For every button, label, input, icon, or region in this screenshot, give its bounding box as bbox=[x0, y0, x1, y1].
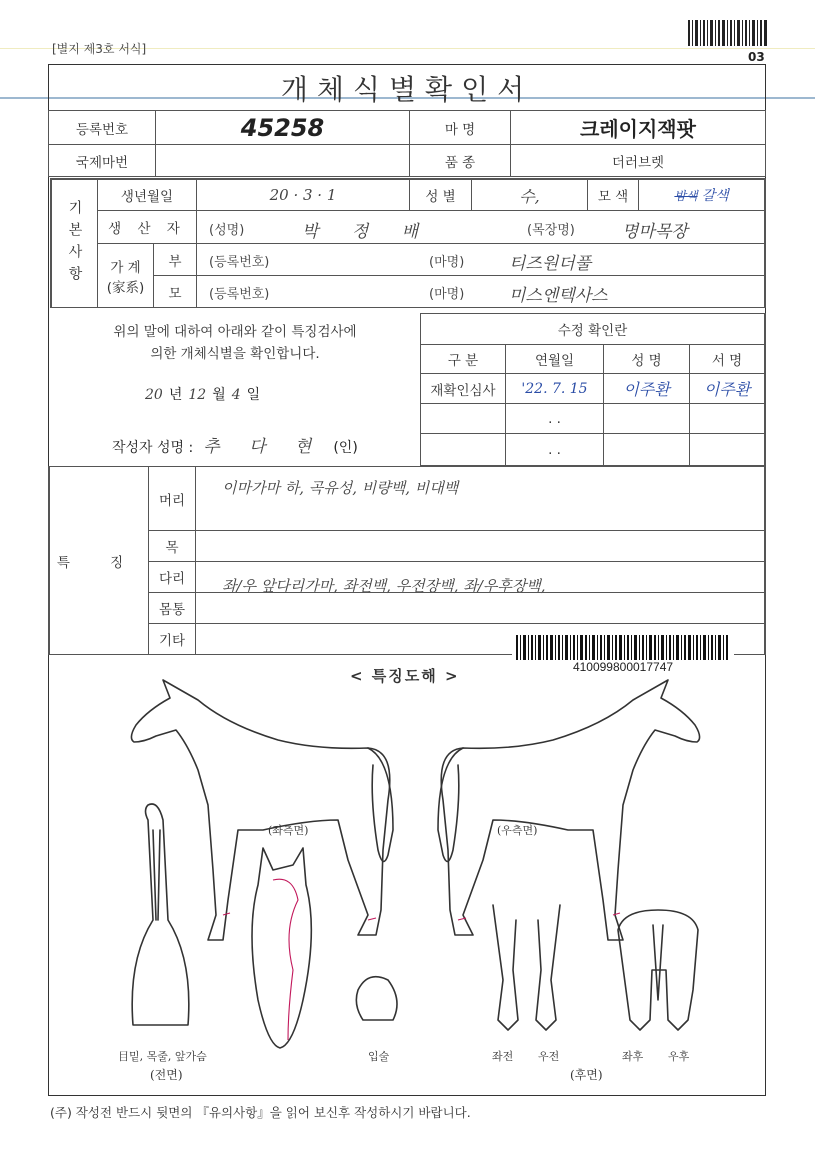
id-barcode-icon bbox=[512, 633, 734, 663]
lips-label: 입술 bbox=[368, 1050, 390, 1063]
date-month: 12 bbox=[188, 387, 207, 403]
feature-label-neck: 목 bbox=[148, 530, 196, 562]
right-side-label: (우측면) bbox=[497, 824, 538, 837]
intl-no-value bbox=[155, 144, 410, 177]
revision-row-name: 이주환 bbox=[603, 373, 690, 404]
feature-label-body: 몸통 bbox=[148, 592, 196, 624]
dam-name-hint: (마명) bbox=[429, 287, 465, 302]
basic-info-label: 기본사항 bbox=[66, 199, 83, 288]
revision-row-type: 재확인심사 bbox=[420, 373, 506, 404]
revision-row-date: . . bbox=[505, 403, 604, 434]
feature-label-other: 기타 bbox=[148, 623, 196, 655]
confirmation-date bbox=[145, 384, 260, 404]
form-tag: [별지 제3호 서식] bbox=[52, 42, 147, 56]
sex-value: 수, bbox=[471, 178, 588, 211]
revision-header-name: 성 명 bbox=[603, 344, 690, 374]
revision-row-signature bbox=[689, 403, 766, 434]
date-day-label: 일 bbox=[246, 387, 261, 403]
right-fore-label: 우전 bbox=[538, 1050, 560, 1063]
birth-date-label: 생년월일 bbox=[97, 178, 197, 211]
registration-no-label: 등록번호 bbox=[48, 110, 156, 145]
revision-row-name bbox=[603, 433, 690, 466]
statement-line1: 위의 말에 대하여 아래와 같이 특징검사에 bbox=[113, 324, 357, 340]
revision-row-type bbox=[420, 403, 506, 434]
basic-info-section bbox=[50, 178, 98, 308]
sex-label: 성 별 bbox=[409, 178, 472, 211]
date-year: 20 bbox=[145, 387, 163, 403]
horse-diagram-icon bbox=[48, 670, 766, 1070]
sire-name-hint: (마명) bbox=[429, 255, 465, 270]
pedigree-label-cell bbox=[97, 243, 154, 308]
revision-header-type: 구 분 bbox=[420, 344, 506, 374]
coat-value-cell bbox=[638, 178, 766, 211]
front-neck-label: 目밑, 목줄, 앞가슴 bbox=[118, 1050, 207, 1063]
rear-label: (후면) bbox=[570, 1068, 603, 1082]
confirmation-statement bbox=[50, 318, 420, 368]
page-title: 개체식별확인서 bbox=[280, 73, 534, 106]
sire-reg-hint: (등록번호) bbox=[209, 255, 270, 270]
date-year-label: 년 bbox=[168, 387, 183, 403]
breed-value: 더러브렛 bbox=[510, 144, 766, 177]
features-section bbox=[48, 466, 149, 655]
dam-name-value: 미스엔텍사스 bbox=[509, 286, 608, 306]
sire-name-value: 티즈원더풀 bbox=[509, 254, 592, 274]
revision-row-signature: 이주환 bbox=[689, 373, 766, 404]
front-label: (전면) bbox=[150, 1068, 183, 1082]
top-barcode-icon bbox=[688, 20, 768, 46]
sire-label: 부 bbox=[153, 243, 197, 276]
feature-label-legs: 다리 bbox=[148, 561, 196, 593]
date-month-label: 월 bbox=[212, 387, 226, 403]
dam-row bbox=[196, 275, 766, 308]
date-day: 4 bbox=[231, 387, 241, 403]
statement-line2: 의한 개체식별을 확인합니다. bbox=[150, 346, 320, 362]
feature-value-legs: 좌/우 앞다리가마, 좌전백, 우전장백, 좌/우후장백, bbox=[195, 561, 766, 593]
farm-hint: (목장명) bbox=[527, 223, 575, 238]
revision-row-signature bbox=[689, 433, 766, 466]
author-value: 추 다 현 bbox=[203, 437, 324, 457]
intl-no-label: 국제마번 bbox=[48, 144, 156, 177]
left-fore-label: 좌전 bbox=[492, 1050, 514, 1063]
birth-date-value: 20 · 3 · 1 bbox=[196, 178, 410, 211]
farm-value: 명마목장 bbox=[622, 222, 688, 242]
feature-value-head: 이마가마 하, 곡유성, 비량백, 비대백 bbox=[195, 466, 766, 531]
revision-header-signature: 서 명 bbox=[689, 344, 766, 374]
breeder-name-hint: (성명) bbox=[209, 223, 245, 238]
pedigree-label: 가 계 bbox=[110, 259, 141, 276]
left-hind-label: 좌후 bbox=[622, 1050, 644, 1063]
breeder-name-value: 박 정 배 bbox=[302, 222, 433, 242]
breeder-label: 생 산 자 bbox=[97, 210, 197, 244]
revision-row-date: . . bbox=[505, 433, 604, 466]
feature-value-neck bbox=[195, 530, 766, 562]
registration-no-value: 45258 bbox=[155, 110, 410, 145]
revision-header-date: 연월일 bbox=[505, 344, 604, 374]
coat-value: 갈색 bbox=[701, 188, 729, 204]
breeder-row bbox=[196, 210, 766, 244]
features-label: 특 징 bbox=[56, 554, 142, 571]
id-barcode-number: 410099800017747 bbox=[512, 660, 734, 674]
dam-label: 모 bbox=[153, 275, 197, 308]
right-hind-label: 우후 bbox=[668, 1050, 690, 1063]
author-row bbox=[112, 432, 358, 457]
revision-row-date: '22. 7. 15 bbox=[505, 373, 604, 404]
coat-value-struck: 밤색 bbox=[674, 188, 698, 203]
feature-value-body bbox=[195, 592, 766, 624]
coat-label: 모 색 bbox=[587, 178, 639, 211]
sire-row bbox=[196, 243, 766, 276]
pedigree-hanja: (家系) bbox=[106, 279, 145, 296]
revision-title: 수정 확인란 bbox=[420, 313, 766, 345]
author-label: 작성자 성명 : bbox=[112, 440, 194, 456]
dam-reg-hint: (등록번호) bbox=[209, 287, 270, 302]
seal-mark: (인) bbox=[333, 440, 358, 456]
revision-row-name bbox=[603, 403, 690, 434]
footer-note: (주) 작성전 반드시 뒷면의 『유의사항』을 읽어 보신후 작성하시기 바랍니다. bbox=[50, 1105, 471, 1120]
diagram-title: < 특징도해 > bbox=[350, 667, 460, 685]
page-number: 03 bbox=[748, 50, 765, 64]
breed-label: 품 종 bbox=[409, 144, 511, 177]
horse-name-label: 마 명 bbox=[409, 110, 511, 145]
left-side-label: (좌측면) bbox=[268, 824, 309, 837]
revision-row-type bbox=[420, 433, 506, 466]
horse-name-value: 크레이지잭팟 bbox=[510, 110, 766, 145]
feature-label-head: 머리 bbox=[148, 466, 196, 531]
